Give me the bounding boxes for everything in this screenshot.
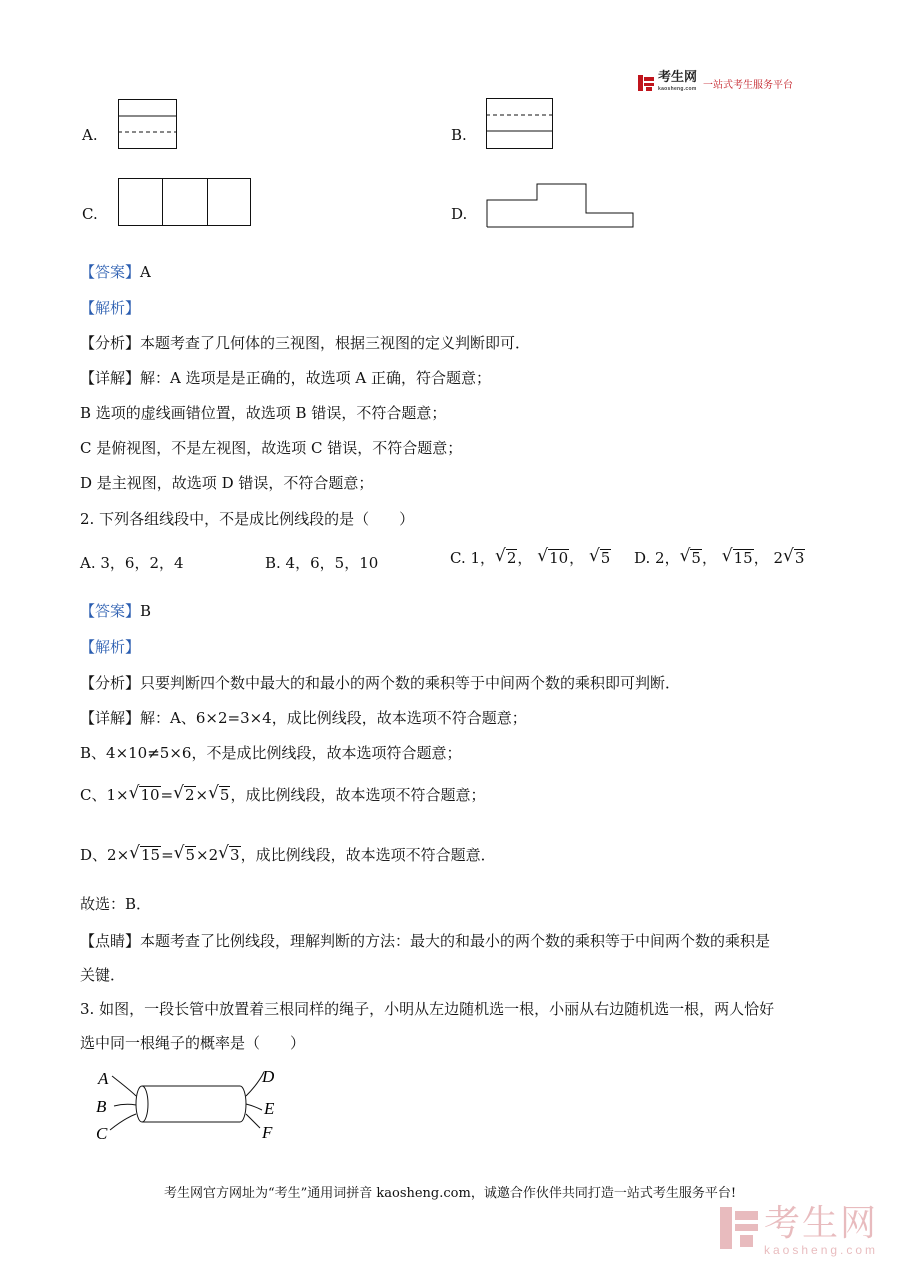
q2-option-a: A. 3，6，2，4 [80,554,184,572]
q1-analysis-line-3: B 选项的虚线画错位置，故选项 B 错误，不符合题意； [80,404,447,422]
q2-analysis-line-1: 【分析】只要判断四个数中最大的和最小的两个数的乘积等于中间两个数的乘积即可判断． [80,674,681,692]
q1-answer: 【答案】A [80,263,151,281]
watermark [718,1205,878,1257]
brand-name: 考生网 kaosheng.com [658,71,697,95]
label-b: B [96,1097,107,1116]
q1-analysis-line-1: 【分析】本题考查了几何体的三视图，根据三视图的定义判断即可． [80,334,531,352]
sqrt-5: √5 [679,546,701,567]
label-c: C [96,1124,108,1142]
option-c-figure [118,178,253,228]
q2-analysis-line-4: C、1×√10=√2×√5，成比例线段，故本选项不符合题意； [80,783,486,804]
option-c-label: C. [82,205,98,223]
option-a-figure [118,99,178,151]
q2-analysis-heading: 【解析】 [80,638,141,656]
q2-tip-line-1: 【点睛】本题考查了比例线段，理解判断的方法：最大的和最小的两个数的乘积等于中间两个数的乘积是 [80,932,771,950]
sqrt-3: √3 [783,546,805,567]
sqrt-15: √15 [721,546,753,567]
label-e: E [264,1099,275,1118]
q3-stem-line-2: 选中同一根绳子的概率是（ ） [80,1034,306,1052]
watermark-domain: kaosheng.com [764,1243,879,1257]
q1-analysis-heading: 【解析】 [80,299,141,317]
option-d-label: D. [451,205,468,223]
option-d-figure [486,183,636,229]
q2-answer: 【答案】B [80,602,152,620]
option-b-figure [486,98,554,151]
sqrt-2: √2 [495,546,517,567]
q2-stem: 2. 下列各组线段中，不是成比例线段的是（ ） [80,510,415,528]
header-slogan: 一站式考生服务平台 [703,79,794,91]
q3-tube-figure [92,1062,292,1142]
q1-analysis-line-5: D 是主视图，故选项 D 错误，不符合题意； [80,474,374,492]
label-d: D [262,1067,275,1086]
watermark-brand: 考生网 [764,1203,879,1244]
q2-analysis-line-2: 【详解】解：A、6×2=3×4，成比例线段，故本选项不符合题意； [80,709,527,727]
q3-stem-line-1: 3. 如图，一段长管中放置着三根同样的绳子，小明从左边随机选一根，小丽从右边随机选一根，两人恰好 [80,1000,775,1018]
sqrt-10: √10 [537,546,569,567]
q2-conclusion: 故选：B． [80,895,152,913]
footer-text: 考生网官方网址为“考生”通用词拼音 kaosheng.com，诚邀合作伙伴共同打造一站式考生服务平台! [163,1186,737,1201]
option-b-label: B. [451,126,467,144]
q2-option-c: C. 1，√2， √10， √5 [450,546,611,567]
header-logo [637,69,794,94]
kaosheng-logo-icon [637,74,655,92]
option-a-label: A. [82,126,98,144]
brand-domain: kaosheng.com [658,86,697,92]
q2-analysis-line-3: B、4×10≠5×6，不是成比例线段，故本选项符合题意； [80,744,462,762]
watermark-logo-icon [718,1205,760,1251]
q2-tip-line-2: 关键． [80,966,126,984]
label-f: F [262,1123,273,1142]
label-a: A [98,1069,109,1088]
q2-option-d: D. 2，√5， √15， 2√3 [634,546,805,567]
sqrt-5: √5 [588,546,611,567]
q1-analysis-line-4: C 是俯视图，不是左视图，故选项 C 错误，不符合题意； [80,439,463,457]
q1-analysis-line-2: 【详解】解：A 选项是是正确的，故选项 A 正确，符合题意； [80,369,491,387]
q2-analysis-line-5: D、2×√15=√5×2√3，成比例线段，故本选项不符合题意． [80,843,496,864]
q2-option-b: B. 4，6，5，10 [265,554,379,572]
